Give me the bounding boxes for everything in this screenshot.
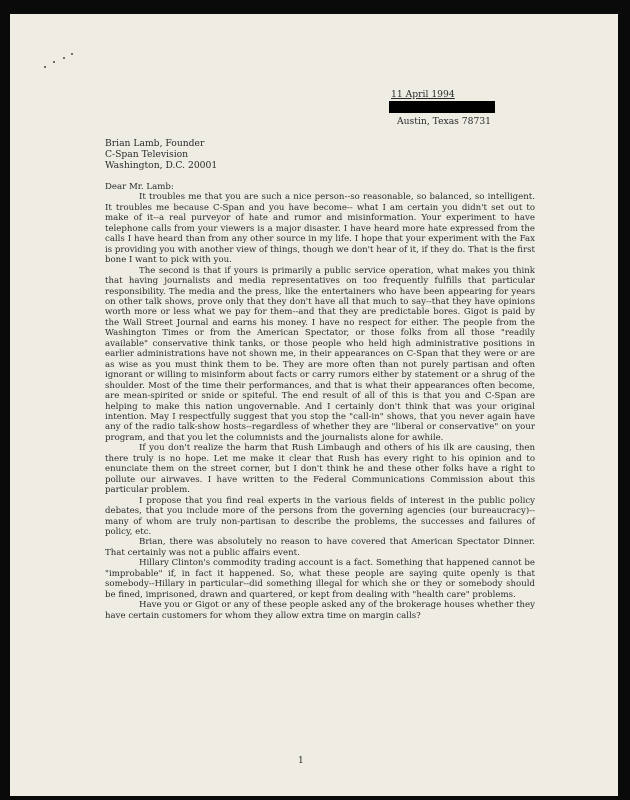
paragraph-6: Hillary Clinton's commodity trading account is a fact. Something that happened cannot be "improbable" if, in fact it happened. So, what these people are saying quite openly is that somebody--Hillary in particular--did something illegal for which she or they or somebody should be fined, imprisoned, drawn and quartered, or kept from dealing with "health care" problems.	[105, 558, 535, 600]
sender-city: Austin, Texas 78731	[397, 116, 492, 127]
paragraph-7: Have you or Gigot or any of these people asked any of the brokerage houses whether they have certain customers for whom they allow extra time on margin calls?	[105, 600, 535, 621]
paragraph-4: I propose that you find real experts in the various fields of interest in the public policy debates, that you include more of the persons from the governing agencies (our bureaucracy)--many of whom are truly non-partisan to describe the problems, the successes and failures of policy, etc.	[105, 495, 535, 537]
page-number: 1	[298, 756, 304, 766]
recipient-address	[105, 138, 217, 171]
paragraph-1: It troubles me that you are such a nice person--so reasonable, so balanced, so intelligent. It troubles me because C-Span and you have become-- what I am certain you didn't set out to make of it--a real purveyor of hate and rumor and misinformation. Your experiment to have telephone calls from your viewers is a major disaster. I have heard more hate expressed from the calls I have heard than from any other source in my life. I hope that your experiment with the Fax is providing you with another view of things, though we don't hear of it, if they do. That is the first bone I want to pick with you.	[105, 192, 535, 266]
paragraph-3: If you don't realize the harm that Rush Limbaugh and others of his ilk are causing, then there truly is no hope. Let me make it clear that Rush has every right to his opinion and to enunciate them on the street corner, but I don't think he and these other folks have a right to pollute our airwaves. I have written to the Federal Communications Commission about this particular problem.	[105, 443, 535, 496]
paragraph-5: Brian, there was absolutely no reason to have covered that American Spectator Dinner. That certainly was not a public affairs event.	[105, 537, 535, 558]
letter-date: 11 April 1994	[391, 89, 455, 100]
recipient-city: Washington, D.C. 20001	[105, 160, 218, 171]
recipient-org: C-Span Television	[105, 149, 189, 160]
recipient-name: Brian Lamb, Founder	[105, 138, 205, 149]
paragraph-2: The second is that if yours is primarily a public service operation, what makes you think that having journalists and media representatives on too frequently fulfills that particular responsibility. The media and the press, like the entertainers who have been appearing for years on other talk shows, prove only that they don't have all that much to say--that they have opinions worth more or less what we pay for them--and that they are predictable bores. Gigot is paid by the Wall Street Journal and earns his money. I have no respect for either. The people from the Washington Times or from the American Spectator, or those folks from all those "readily available" conservative think tanks, or those people who held high administrative positions in earlier administrations have not shown me, in their appearances on C-Span that they were or are as wise as you must think them to be. They are more often than not purely partisan and often ignorant or willing to misinform about facts or carry rumors either by statement or a shrug of the shoulder. Most of the time their performances, and that is what their appearances often become, are mean-spirited or snide or spiteful. The end result of all of this is that you and C-Span are helping to make this nation ungovernable. And I certainly don't think that was your original intention. May I respectfully suggest that you stop the "call-in" shows, that you never again have any of the radio talk-show hosts--regardless of whether they are "liberal or conservative" on your program, and that you let the columnists and the journalists alone for awhile.	[105, 265, 535, 443]
letter-page	[10, 14, 618, 796]
letter-header	[391, 89, 495, 127]
letter-body	[105, 182, 535, 621]
salutation: Dear Mr. Lamb:	[105, 182, 174, 192]
redaction-bar	[389, 101, 495, 113]
